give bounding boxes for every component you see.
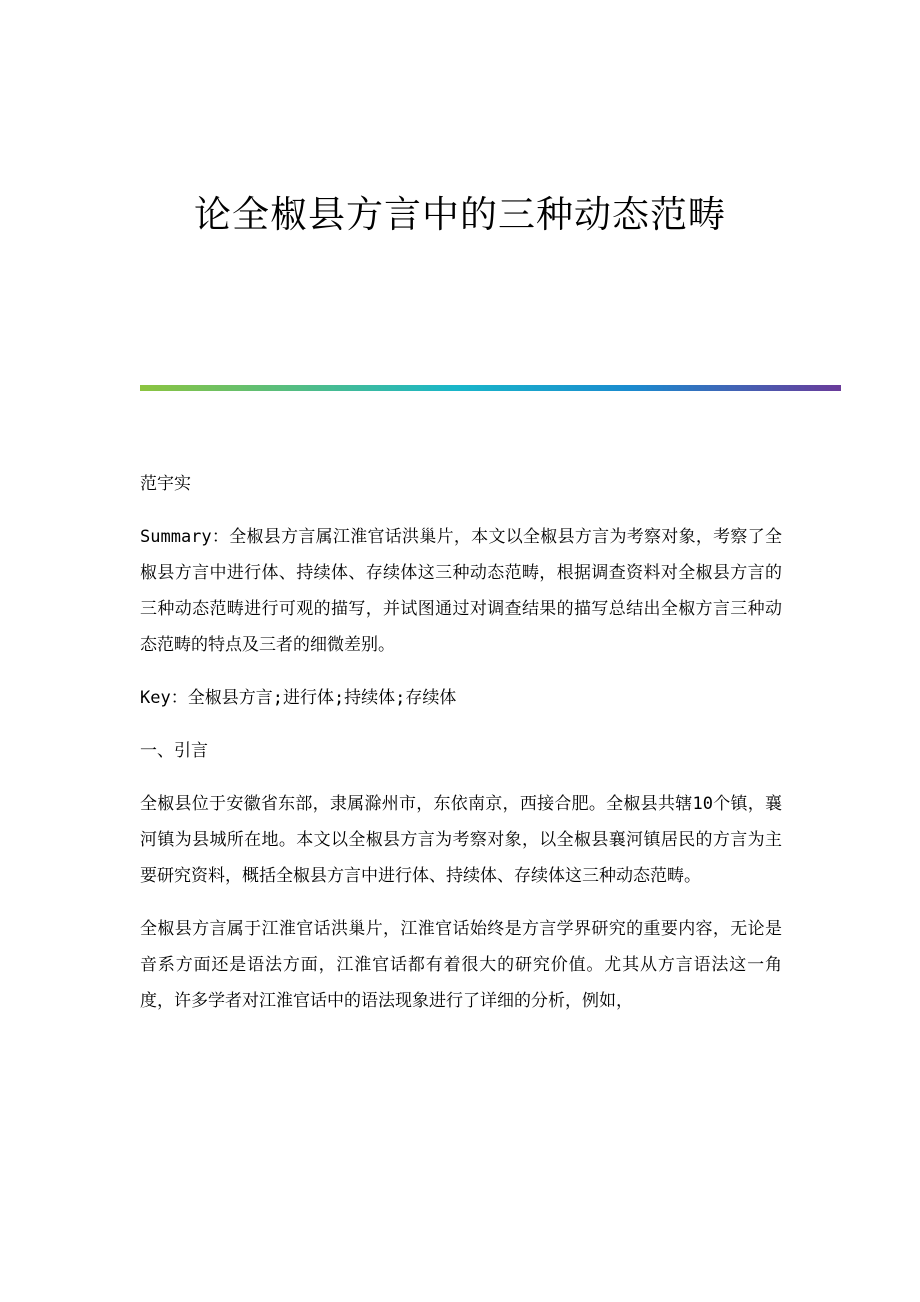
article-body (140, 466, 782, 1036)
keywords-line: Key：全椒县方言;进行体;持续体;存续体 (140, 688, 457, 708)
body-paragraph: 全椒县位于安徽省东部，隶属滁州市，东依南京，西接合肥。全椒县共辖10个镇，襄河镇为县城所在地。本文以全椒县方言为考察对象，以全椒县襄河镇居民的方言为主要研究资料，概括全椒县方言中进行体、持续体、存续体这三种动态范畴。 (140, 794, 782, 886)
summary-paragraph: Summary：全椒县方言属江淮官话洪巢片，本文以全椒县方言为考察对象，考察了全椒县方言中进行体、持续体、存续体这三种动态范畴，根据调查资料对全椒县方言的三种动态范畴进行可观的描写，并试图通过对调查结果的描写总结出全椒方言三种动态范畴的特点及三者的细微差别。 (140, 527, 782, 655)
section-heading: 一、引言 (140, 741, 208, 761)
author-name: 范宇实 (140, 474, 191, 494)
title-divider (140, 385, 841, 391)
page-title: 论全椒县方言中的三种动态范畴 (194, 193, 726, 236)
body-paragraph: 全椒县方言属于江淮官话洪巢片，江淮官话始终是方言学界研究的重要内容，无论是音系方面还是语法方面，江淮官话都有着很大的研究价值。尤其从方言语法这一角度，许多学者对江淮官话中的语法现象进行了详细的分析，例如， (140, 919, 782, 1011)
